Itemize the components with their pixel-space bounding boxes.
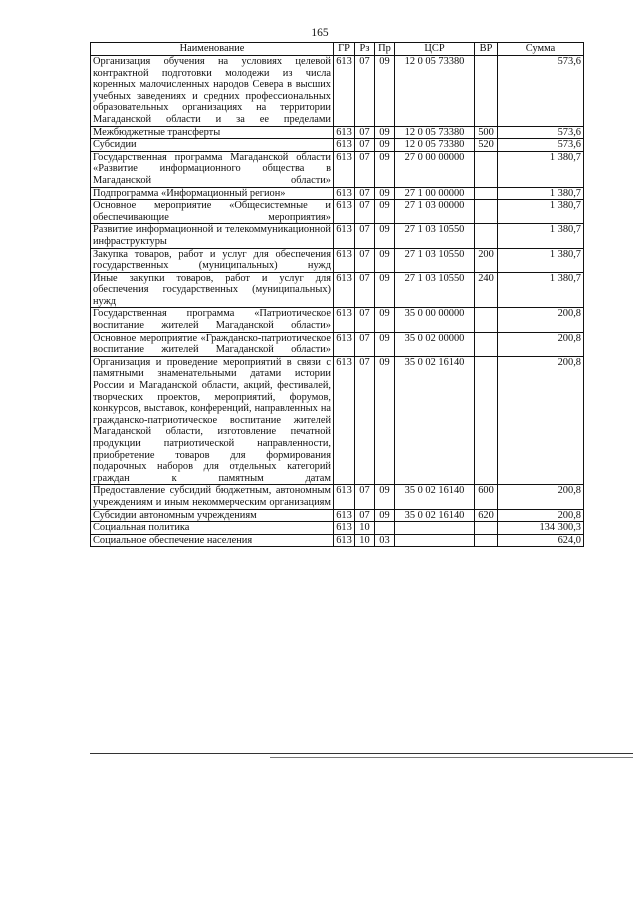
cell-vr [475, 534, 498, 547]
cell-sum: 200,8 [498, 509, 584, 522]
cell-sum: 573,6 [498, 139, 584, 152]
cell-name: Предоставление субсидий бюджетным, автономным учреждениям и иным некоммерческим организациям [91, 485, 334, 509]
header-gr: ГР [334, 43, 355, 56]
cell-rz: 07 [355, 485, 375, 509]
cell-sum: 200,8 [498, 356, 584, 485]
cell-pr: 09 [375, 272, 395, 308]
cell-sum: 573,6 [498, 126, 584, 139]
cell-csr: 35 0 00 00000 [395, 308, 475, 332]
cell-gr: 613 [334, 224, 355, 248]
cell-name: Социальное обеспечение населения [91, 534, 334, 547]
cell-csr: 12 0 05 73380 [395, 139, 475, 152]
table-row [91, 248, 584, 272]
cell-csr [395, 534, 475, 547]
cell-rz: 10 [355, 522, 375, 535]
cell-sum: 1 380,7 [498, 200, 584, 224]
header-csr: ЦСР [395, 43, 475, 56]
cell-pr: 09 [375, 308, 395, 332]
cell-vr [475, 308, 498, 332]
cell-rz: 07 [355, 332, 375, 356]
cell-gr: 613 [334, 522, 355, 535]
cell-sum: 1 380,7 [498, 248, 584, 272]
cell-gr: 613 [334, 356, 355, 485]
header-vr: ВР [475, 43, 498, 56]
cell-sum: 200,8 [498, 332, 584, 356]
cell-vr [475, 332, 498, 356]
header-name: Наименование [91, 43, 334, 56]
cell-gr: 613 [334, 509, 355, 522]
table-row [91, 332, 584, 356]
header-rz: Рз [355, 43, 375, 56]
table-header-row [91, 43, 584, 56]
cell-name: Организация обучения на условиях целевой контрактной подготовки молодежи из числа коренных малочисленных народов Севера в высших учебных заведениях и средних профессиональных образовательных организациях на территории Магаданской области и за ее пределами [91, 56, 334, 127]
cell-vr: 620 [475, 509, 498, 522]
cell-name: Государственная программа «Патриотическое воспитание жителей Магаданской области» [91, 308, 334, 332]
cell-vr: 500 [475, 126, 498, 139]
cell-csr: 27 0 00 00000 [395, 151, 475, 187]
cell-pr: 09 [375, 187, 395, 200]
cell-rz: 07 [355, 248, 375, 272]
cell-csr: 12 0 05 73380 [395, 56, 475, 127]
cell-rz: 07 [355, 139, 375, 152]
table-row [91, 200, 584, 224]
cell-vr [475, 200, 498, 224]
header-pr: Пр [375, 43, 395, 56]
cell-vr [475, 187, 498, 200]
cell-sum: 200,8 [498, 308, 584, 332]
table-row [91, 139, 584, 152]
cell-pr: 09 [375, 356, 395, 485]
cell-gr: 613 [334, 308, 355, 332]
cell-name: Основное мероприятие «Общесистемные и обеспечивающие мероприятия» [91, 200, 334, 224]
cell-vr: 520 [475, 139, 498, 152]
cell-csr: 27 1 03 10550 [395, 272, 475, 308]
cell-csr: 12 0 05 73380 [395, 126, 475, 139]
cell-csr: 35 0 02 16140 [395, 485, 475, 509]
cell-rz: 07 [355, 126, 375, 139]
cell-csr: 27 1 03 10550 [395, 248, 475, 272]
cell-name: Организация и проведение мероприятий в связи с памятными знаменательными датами истории России и Магаданской области, акций, фестивалей, творческих проектов, мероприятий, форумов, конкурсов, выставок, конференций, направленных на гражданско-патриотическое воспитание жителей Магаданской области, изготовление печатной продукции патриотической направленности, приобретение товаров для формирования подарочных наборов для отдельных категорий граждан к памятным датам [91, 356, 334, 485]
cell-pr: 09 [375, 151, 395, 187]
cell-gr: 613 [334, 139, 355, 152]
cell-csr [395, 522, 475, 535]
bottom-rule [90, 753, 633, 754]
cell-gr: 613 [334, 200, 355, 224]
cell-pr: 03 [375, 534, 395, 547]
cell-vr [475, 224, 498, 248]
cell-gr: 613 [334, 126, 355, 139]
header-sum: Сумма [498, 43, 584, 56]
table-row [91, 187, 584, 200]
cell-name: Субсидии [91, 139, 334, 152]
cell-pr: 09 [375, 139, 395, 152]
cell-name: Иные закупки товаров, работ и услуг для обеспечения государственных (муниципальных) нужд [91, 272, 334, 308]
cell-csr: 35 0 02 00000 [395, 332, 475, 356]
bottom-rule-secondary [270, 757, 633, 758]
cell-rz: 07 [355, 224, 375, 248]
cell-vr: 200 [475, 248, 498, 272]
cell-csr: 27 1 03 00000 [395, 200, 475, 224]
table-row [91, 356, 584, 485]
cell-vr [475, 151, 498, 187]
cell-pr: 09 [375, 248, 395, 272]
cell-name: Субсидии автономным учреждениям [91, 509, 334, 522]
cell-vr: 600 [475, 485, 498, 509]
table-row [91, 56, 584, 127]
cell-pr: 09 [375, 224, 395, 248]
cell-gr: 613 [334, 56, 355, 127]
cell-rz: 07 [355, 200, 375, 224]
table-row [91, 509, 584, 522]
cell-gr: 613 [334, 187, 355, 200]
cell-sum: 1 380,7 [498, 151, 584, 187]
cell-sum: 573,6 [498, 56, 584, 127]
table-row [91, 485, 584, 509]
cell-name: Межбюджетные трансферты [91, 126, 334, 139]
cell-pr [375, 522, 395, 535]
cell-rz: 10 [355, 534, 375, 547]
cell-csr: 27 1 00 00000 [395, 187, 475, 200]
cell-sum: 624,0 [498, 534, 584, 547]
cell-pr: 09 [375, 126, 395, 139]
cell-rz: 07 [355, 509, 375, 522]
cell-name: Социальная политика [91, 522, 334, 535]
cell-sum: 1 380,7 [498, 187, 584, 200]
cell-name: Государственная программа Магаданской области «Развитие информационного общества в Магаданской области» [91, 151, 334, 187]
budget-table [90, 42, 584, 547]
table-body [91, 56, 584, 547]
table-row [91, 126, 584, 139]
table-row [91, 522, 584, 535]
cell-gr: 613 [334, 332, 355, 356]
cell-rz: 07 [355, 272, 375, 308]
cell-rz: 07 [355, 56, 375, 127]
cell-vr [475, 356, 498, 485]
cell-rz: 07 [355, 356, 375, 485]
cell-name: Развитие информационной и телекоммуникационной инфраструктуры [91, 224, 334, 248]
cell-csr: 35 0 02 16140 [395, 509, 475, 522]
cell-csr: 35 0 02 16140 [395, 356, 475, 485]
page-number: 165 [311, 27, 329, 39]
cell-sum: 1 380,7 [498, 224, 584, 248]
cell-rz: 07 [355, 151, 375, 187]
cell-gr: 613 [334, 534, 355, 547]
cell-gr: 613 [334, 248, 355, 272]
cell-rz: 07 [355, 308, 375, 332]
table-row [91, 224, 584, 248]
cell-sum: 200,8 [498, 485, 584, 509]
cell-pr: 09 [375, 485, 395, 509]
cell-sum: 134 300,3 [498, 522, 584, 535]
cell-sum: 1 380,7 [498, 272, 584, 308]
table-row [91, 534, 584, 547]
cell-vr: 240 [475, 272, 498, 308]
cell-pr: 09 [375, 509, 395, 522]
cell-vr [475, 56, 498, 127]
cell-name: Основное мероприятие «Гражданско-патриотическое воспитание жителей Магаданской области» [91, 332, 334, 356]
cell-name: Подпрограмма «Информационный регион» [91, 187, 334, 200]
cell-csr: 27 1 03 10550 [395, 224, 475, 248]
table-row [91, 151, 584, 187]
cell-pr: 09 [375, 332, 395, 356]
cell-gr: 613 [334, 272, 355, 308]
table-row [91, 308, 584, 332]
cell-gr: 613 [334, 151, 355, 187]
cell-rz: 07 [355, 187, 375, 200]
cell-pr: 09 [375, 56, 395, 127]
cell-name: Закупка товаров, работ и услуг для обеспечения государственных (муниципальных) нужд [91, 248, 334, 272]
cell-gr: 613 [334, 485, 355, 509]
cell-vr [475, 522, 498, 535]
cell-pr: 09 [375, 200, 395, 224]
table-row [91, 272, 584, 308]
